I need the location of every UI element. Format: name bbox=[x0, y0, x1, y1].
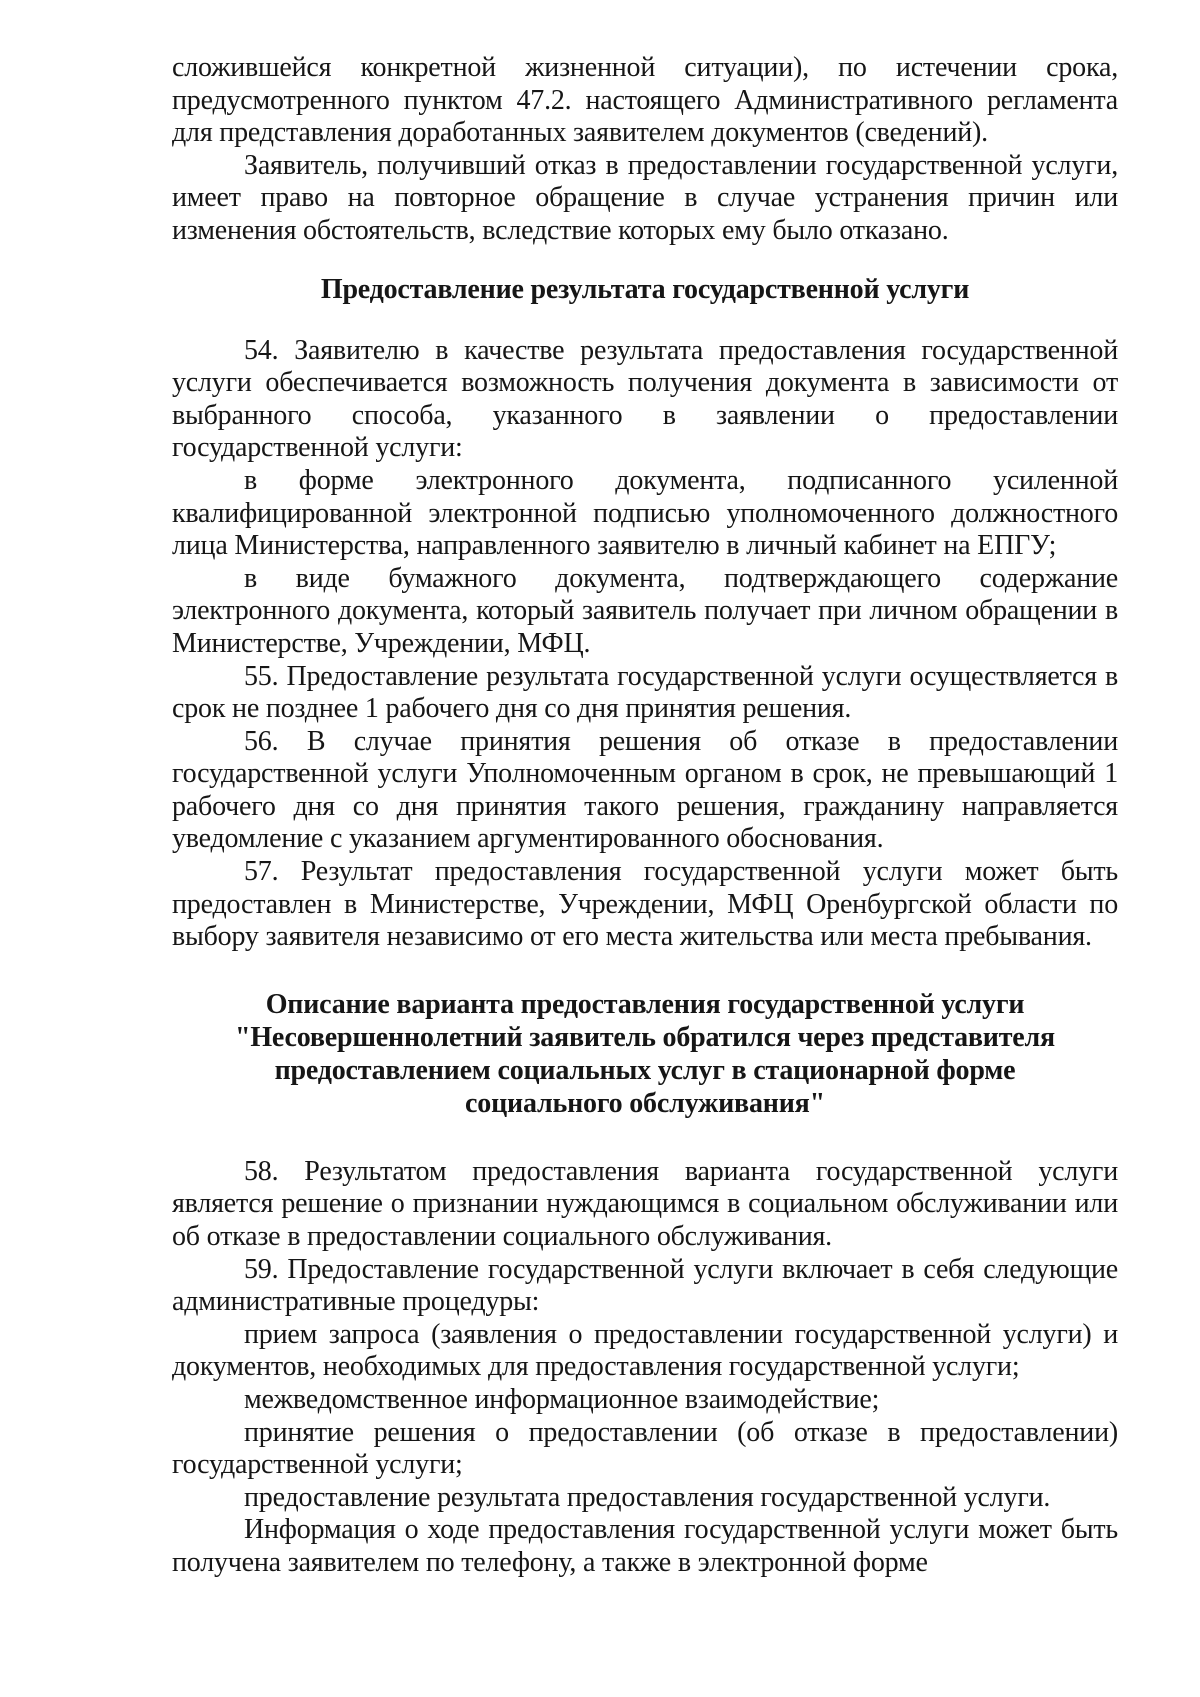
item-54-option-paper: в виде бумажного документа, подтверждающего содержание электронного документа, который заявитель получает при личном обращении в Министерстве, Учреждении, МФЦ. bbox=[172, 562, 1118, 659]
item-59-procedure: межведомственное информационное взаимодействие; bbox=[244, 1384, 880, 1415]
item-54: 54. Заявителю в качестве результата предоставления государственной услуги обеспечивается возможность получения документа в зависимости от выбранного способа, указанного в заявлении о предоставлении государственной услуги: bbox=[172, 334, 1118, 464]
item-59-procedure: принятие решения о предоставлении (об отказе в предоставлении) государственной услуги; bbox=[172, 1416, 1118, 1481]
section-heading-variant-line: "Несовершеннолетний заявитель обратился через представителя bbox=[235, 1021, 1055, 1053]
section-heading-variant-line: предоставлением социальных услуг в стационарной форме bbox=[274, 1054, 1016, 1086]
section-heading-result: Предоставление результата государственной услуги bbox=[320, 273, 970, 305]
section-heading-variant bbox=[172, 988, 1118, 1120]
item-56: 56. В случае принятия решения об отказе в предоставлении государственной услуги Уполномоченным органом в срок, не превышающий 1 рабочего дня со дня принятия такого решения, гражданину направляется уведомление с указанием аргументированного обоснования. bbox=[172, 725, 1118, 855]
paragraph-progress-info: Информация о ходе предоставления государственной услуги может быть получена заявителем по телефону, а также в электронной форме bbox=[172, 1514, 1118, 1578]
item-59: 59. Предоставление государственной услуги включает в себя следующие административные процедуры: bbox=[172, 1253, 1118, 1318]
paragraph-refusal-appeal: Заявитель, получивший отказ в предоставлении государственной услуги, имеет право на повторное обращение в случае устранения причин или изменения обстоятельств, вследствие которых ему было отказано. bbox=[172, 149, 1118, 246]
section-heading-variant-line: Описание варианта предоставления государственной услуги bbox=[265, 988, 1025, 1020]
item-59-procedure: прием запроса (заявления о предоставлении государственной услуги) и документов, необходимых для предоставления государственной услуги; bbox=[172, 1318, 1118, 1383]
item-59-procedure: предоставление результата предоставления государственной услуги. bbox=[244, 1481, 1051, 1513]
section-heading-variant-line: социального обслуживания" bbox=[465, 1087, 825, 1119]
item-55: 55. Предоставление результата государственной услуги осуществляется в срок не позднее 1 рабочего дня со дня принятия решения. bbox=[172, 660, 1118, 725]
item-57: 57. Результат предоставления государственной услуги может быть предоставлен в Министерстве, Учреждении, МФЦ Оренбургской области по выбору заявителя независимо от его места жительства или места пребывания. bbox=[172, 856, 1118, 953]
paragraph-continuation: сложившейся конкретной жизненной ситуации), по истечении срока, предусмотренного пунктом 47.2. настоящего Административного регламента для представления доработанных заявителем документов (сведений). bbox=[172, 52, 1118, 149]
item-54-option-electronic: в форме электронного документа, подписанного усиленной квалифицированной электронной подписью уполномоченного должностного лица Министерства, направленного заявителю в личный кабинет на ЕПГУ; bbox=[172, 464, 1118, 562]
document-page bbox=[172, 52, 1118, 1580]
item-58: 58. Результатом предоставления варианта государственной услуги является решение о признании нуждающимся в социальном обслуживании или об отказе в предоставлении социального обслуживания. bbox=[172, 1155, 1118, 1253]
